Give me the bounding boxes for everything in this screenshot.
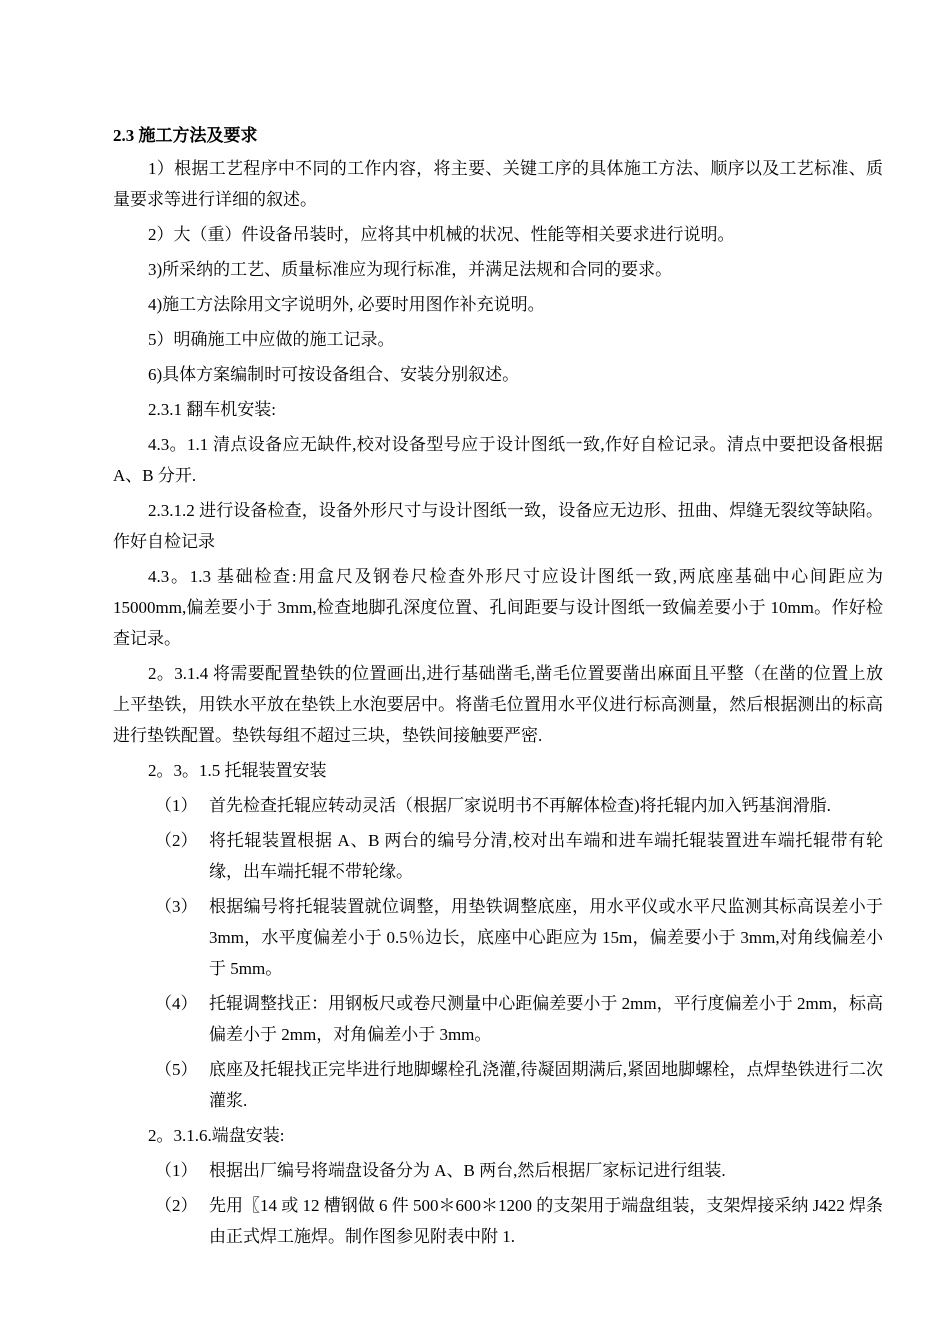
paragraph: 2。3.1.4 将需要配置垫铁的位置画出,进行基础凿毛,凿毛位置要凿出麻面且平整（在凿的位置上放上平垫铁，用铁水平放在垫铁上水泡要居中。将凿毛位置用水平仪进行标高测量，然后根据测出的标高进行垫铁配置。垫铁每组不超过三块，垫铁间接触要严密. xyxy=(113,664,883,745)
paragraph: 2.3.1.2 进行设备检查，设备外形尺寸与设计图纸一致，设备应无边形、扭曲、焊缝无裂纹等缺陷。作好自检记录 xyxy=(113,501,883,551)
list-item-number: （2） xyxy=(155,1196,198,1215)
list-item xyxy=(113,1190,883,1252)
list-item-number: （3） xyxy=(155,897,198,916)
list-item xyxy=(113,1054,883,1116)
list-item-text: 根据编号将托辊装置就位调整，用垫铁调整底座，用水平仪或水平尺监测其标高误差小于 3mm，水平度偏差小于 0.5％边长，底座中心距应为 15m，偏差要小于 3mm,对角线偏差小于 5mm。 xyxy=(209,897,883,978)
paragraph: 4)施工方法除用文字说明外, 必要时用图作补充说明。 xyxy=(148,295,545,314)
list-item-number: （5） xyxy=(155,1060,198,1079)
subsection-title: 2。3.1.6.端盘安装: xyxy=(148,1126,285,1145)
paragraph: 3)所采纳的工艺、质量标准应为现行标准，并满足法规和合同的要求。 xyxy=(148,260,673,279)
paragraph: 5）明确施工中应做的施工记录。 xyxy=(148,330,395,349)
paragraph: 1）根据工艺程序中不同的工作内容，将主要、关键工序的具体施工方法、顺序以及工艺标准、质量要求等进行详细的叙述。 xyxy=(113,159,883,209)
list-item-text: 先用〖14 或 12 槽钢做 6 件 500＊600＊1200 的支架用于端盘组装，支架焊接采纳 J422 焊条由正式焊工施焊。制作图参见附表中附 1. xyxy=(209,1196,883,1246)
section-heading: 2.3 施工方法及要求 xyxy=(113,126,258,145)
paragraph: 4.3。1.3 基础检查:用盒尺及钢卷尺检查外形尺寸应设计图纸一致,两底座基础中心间距应为 15000mm,偏差要小于 3mm,检查地脚孔深度位置、孔间距要与设计图纸一致偏差要小于 10mm。作好检查记录。 xyxy=(113,567,883,648)
list-item xyxy=(113,891,883,984)
paragraph: 6)具体方案编制时可按设备组合、安装分别叙述。 xyxy=(148,365,520,384)
list-item-text: 托辊调整找正：用钢板尺或卷尺测量中心距偏差要小于 2mm，平行度偏差小于 2mm，标高偏差小于 2mm，对角偏差小于 3mm。 xyxy=(209,994,883,1044)
list-item-number: （1） xyxy=(155,1161,198,1180)
list-item-text: 根据出厂编号将端盘设备分为 A、B 两台,然后根据厂家标记进行组装. xyxy=(209,1161,726,1180)
list-item xyxy=(113,988,883,1050)
list-item xyxy=(113,1155,883,1186)
list-item-number: （2） xyxy=(155,831,198,850)
list-item-number: （1） xyxy=(155,796,198,815)
list-item-text: 将托辊装置根据 A、B 两台的编号分清,校对出车端和进车端托辊装置进车端托辊带有轮缘，出车端托辊不带轮缘。 xyxy=(209,831,883,881)
list-item xyxy=(113,790,883,821)
list-item xyxy=(113,825,883,887)
list-item-text: 底座及托辊找正完毕进行地脚螺栓孔浇灌,待凝固期满后,紧固地脚螺栓，点焊垫铁进行二次灌浆. xyxy=(209,1060,883,1110)
subsection-title: 2.3.1 翻车机安装: xyxy=(148,400,276,419)
document-body xyxy=(113,120,883,1256)
paragraph: 4.3。1.1 清点设备应无缺件,校对设备型号应于设计图纸一致,作好自检记录。清点中要把设备根据 A、B 分开. xyxy=(113,435,883,485)
subsection-title: 2。3。1.5 托辊装置安装 xyxy=(148,761,327,780)
paragraph: 2）大（重）件设备吊装时，应将其中机械的状况、性能等相关要求进行说明。 xyxy=(148,225,735,244)
list-item-text: 首先检查托辊应转动灵活（根据厂家说明书不再解体检查)将托辊内加入钙基润滑脂. xyxy=(209,796,831,815)
list-item-number: （4） xyxy=(155,994,198,1013)
